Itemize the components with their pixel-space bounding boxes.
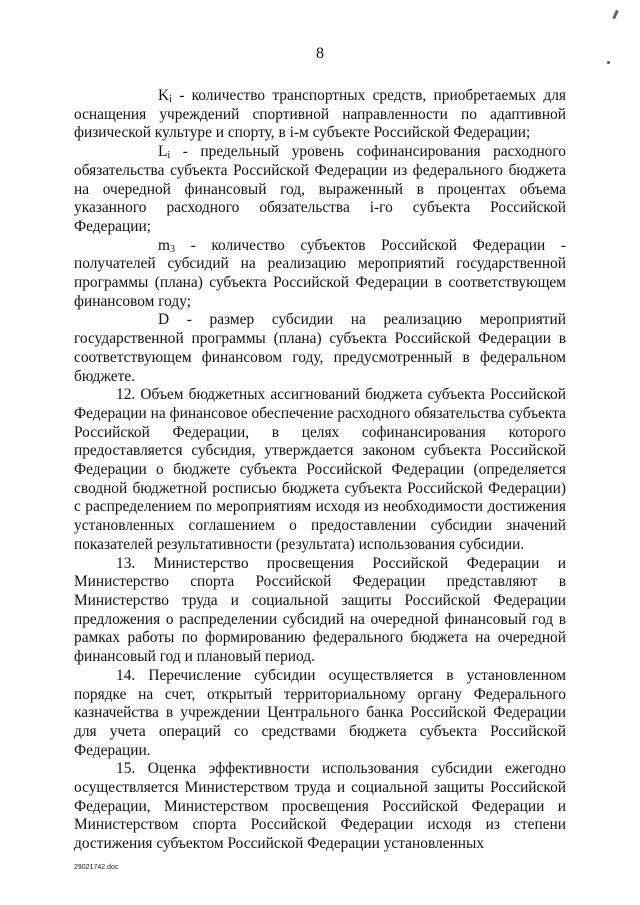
symbol-m: $m_3$	[158, 236, 175, 255]
definition-k	[74, 87, 566, 143]
page-number: 8	[316, 45, 324, 62]
symbol-d: D	[158, 311, 170, 329]
definition-d	[74, 311, 566, 386]
document-body	[74, 87, 566, 854]
definition-text: - количество транспортных средств, приобретаемых для оснащения учреждений спортивной направленности по адаптивной физической культуре и спорту, в i-м субъекте Российской Федерации;	[74, 87, 566, 142]
file-name-footer: 29021742.doc	[74, 864, 119, 871]
paragraph-14: 14. Перечисление субсидии осуществляется в установленном порядке на счет, открытый территориальному органу Федерального казначейства в учреждении Центрального банка Российской Федерации для учета операций со средствами бюджета субъекта Российской Федерации.	[74, 666, 566, 759]
symbol-l: $L_i$	[158, 143, 171, 162]
definition-m	[74, 237, 566, 312]
definition-l	[74, 143, 566, 237]
definition-text: - количество субъектов Российской Федерации - получателей субсидий на реализацию мероприятий государственной программы (плана) субъекта Российской Федерации в соответствующем финансовом году;	[74, 236, 566, 310]
symbol-k: $K_i$	[158, 87, 172, 105]
scan-mark	[612, 10, 619, 19]
paragraph-13: 13. Министерство просвещения Российской Федерации и Министерство спорта Российской Федерации представляют в Министерство труда и социальной защиты Российской Федерации предложения о распределении субсидий на очередной финансовый год в рамках работы по формированию федерального бюджета на очередной финансовый год и плановый период.	[74, 554, 566, 666]
paragraph-15: 15. Оценка эффективности использования субсидии ежегодно осуществляется Министерством труда и социальной защиты Российской Федерации, Министерством просвещения Российской Федерации и Министерством спорта Российской Федерации исходя из степени достижения субъектом Российской Федерации установленных	[74, 760, 566, 853]
paragraph-12: 12. Объем бюджетных ассигнований бюджета субъекта Российской Федерации на финансовое обеспечение расходного обязательства субъекта Российской Федерации, в целях софинансирования которого предоставляется субсидия, утверждается законом субъекта Российской Федерации о бюджете субъекта Российской Федерации (определяется сводной бюджетной росписью бюджета субъекта Российской Федерации) с распределением по мероприятиям исходя из необходимости достижения установленных соглашением о предоставлении субсидии значений показателей результативности (результата) использования субсидии.	[74, 386, 566, 553]
definition-text: - предельный уровень софинансирования расходного обязательства субъекта Российской Федерации из федерального бюджета на очередной финансовый год, выраженный в процентах объема указанного расходного обязательства i-го субъекта Российской Федерации;	[74, 143, 566, 235]
definition-text: - размер субсидии на реализацию мероприятий государственной программы (плана) субъекта Российской Федерации в соответствующем финансовом году, предусмотренный в федеральном бюджете.	[74, 311, 566, 385]
